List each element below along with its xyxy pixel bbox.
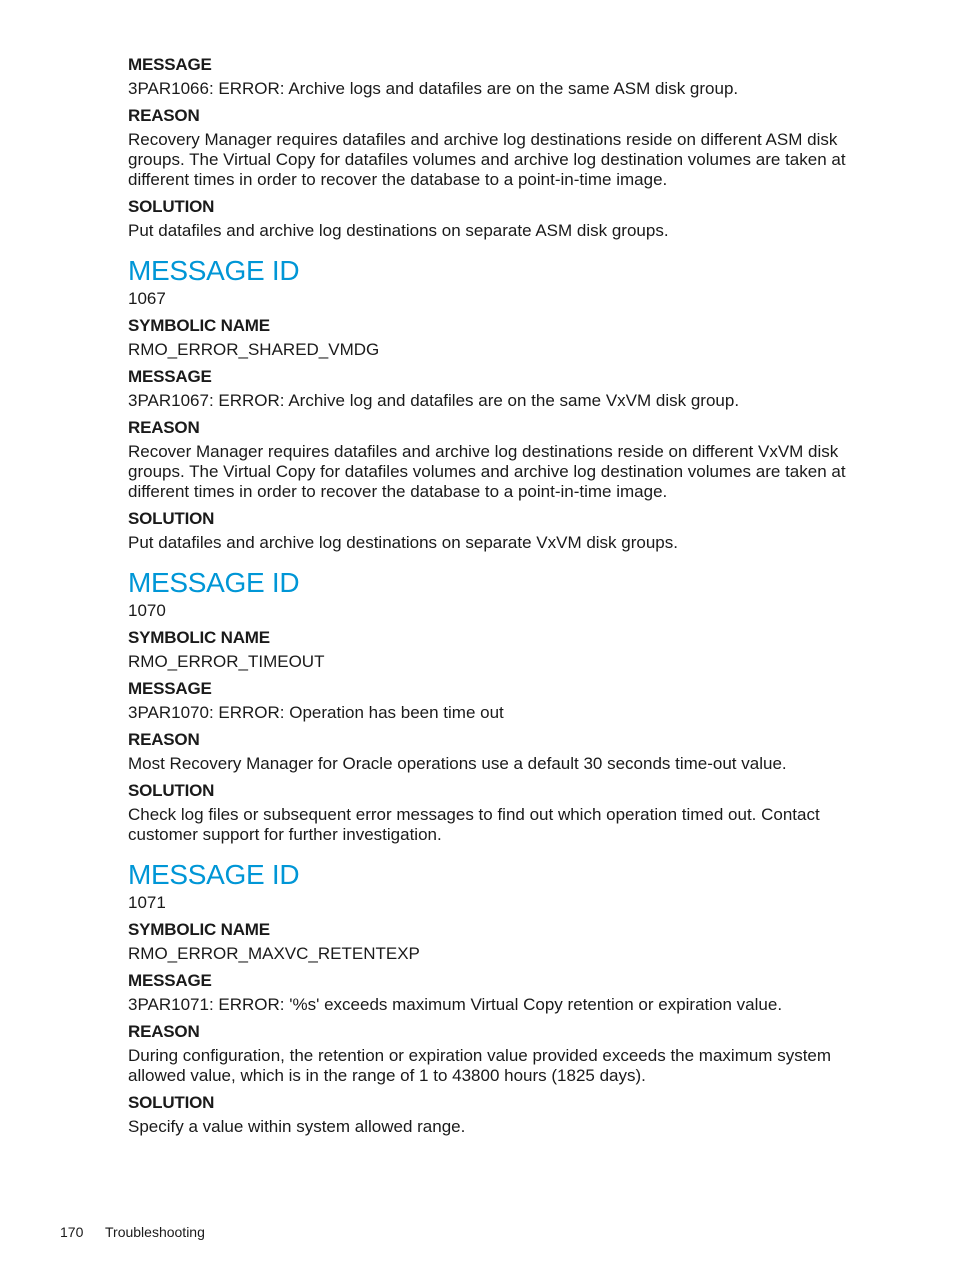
field-value-reason: Most Recovery Manager for Oracle operations use a default 30 seconds time-out value.: [128, 754, 787, 773]
field-label-symbolic-name: SYMBOLIC NAME: [128, 316, 270, 335]
message-section-1070: [128, 567, 858, 845]
field-label-reason: REASON: [128, 418, 200, 437]
field-label-solution: SOLUTION: [128, 197, 215, 216]
section-heading: MESSAGE ID: [128, 567, 300, 598]
field-value-symbolic-name: RMO_ERROR_MAXVC_RETENTEXP: [128, 944, 420, 963]
field-value-reason: Recovery Manager requires datafiles and archive log destinations reside on different ASM disk groups. The Virtual Copy for datafiles volumes and archive log destination volumes are taken at different times in order to recover the database to a point-in-time image.: [128, 130, 846, 189]
message-section-1071: [128, 859, 858, 1137]
field-value-reason: During configuration, the retention or expiration value provided exceeds the maximum system allowed value, which is in the range of 1 to 43800 hours (1825 days).: [128, 1046, 832, 1085]
field-label-solution: SOLUTION: [128, 1093, 215, 1112]
field-label-reason: REASON: [128, 106, 200, 125]
field-label-message: MESSAGE: [128, 971, 212, 990]
field-value-solution: Specify a value within system allowed range.: [128, 1117, 466, 1136]
message-block-1066: [128, 54, 858, 241]
field-value-message: 3PAR1066: ERROR: Archive logs and datafiles are on the same ASM disk group.: [128, 79, 739, 98]
field-label-reason: REASON: [128, 730, 200, 749]
field-value-message: 3PAR1067: ERROR: Archive log and datafiles are on the same VxVM disk group.: [128, 391, 740, 410]
field-value-message: 3PAR1071: ERROR: '%s' exceeds maximum Virtual Copy retention or expiration value.: [128, 995, 783, 1014]
field-label-solution: SOLUTION: [128, 509, 215, 528]
message-id-value: 1071: [128, 893, 166, 912]
field-label-solution: SOLUTION: [128, 781, 215, 800]
field-label-symbolic-name: SYMBOLIC NAME: [128, 628, 270, 647]
field-value-solution: Put datafiles and archive log destinations on separate VxVM disk groups.: [128, 533, 678, 552]
page-footer: [60, 1222, 205, 1242]
page-number: 170: [60, 1224, 84, 1240]
field-label-message: MESSAGE: [128, 679, 212, 698]
field-value-symbolic-name: RMO_ERROR_TIMEOUT: [128, 652, 325, 671]
chapter-title: Troubleshooting: [105, 1224, 205, 1240]
page-content: [128, 54, 858, 1143]
field-value-reason: Recover Manager requires datafiles and archive log destinations reside on different VxVM disk groups. The Virtual Copy for datafiles volumes and archive log destination volumes are taken at different times in order to recover the database to a point-in-time image.: [128, 442, 846, 501]
field-value-solution: Put datafiles and archive log destinations on separate ASM disk groups.: [128, 221, 669, 240]
message-section-1067: [128, 255, 858, 553]
field-label-message: MESSAGE: [128, 55, 212, 74]
message-id-value: 1067: [128, 289, 166, 308]
section-heading: MESSAGE ID: [128, 859, 300, 890]
section-heading: MESSAGE ID: [128, 255, 300, 286]
field-label-message: MESSAGE: [128, 367, 212, 386]
field-value-symbolic-name: RMO_ERROR_SHARED_VMDG: [128, 340, 380, 359]
field-value-message: 3PAR1070: ERROR: Operation has been time out: [128, 703, 504, 722]
field-label-symbolic-name: SYMBOLIC NAME: [128, 920, 270, 939]
field-label-reason: REASON: [128, 1022, 200, 1041]
message-id-value: 1070: [128, 601, 166, 620]
field-value-solution: Check log files or subsequent error messages to find out which operation timed out. Contact customer support for further investigation.: [128, 805, 820, 844]
